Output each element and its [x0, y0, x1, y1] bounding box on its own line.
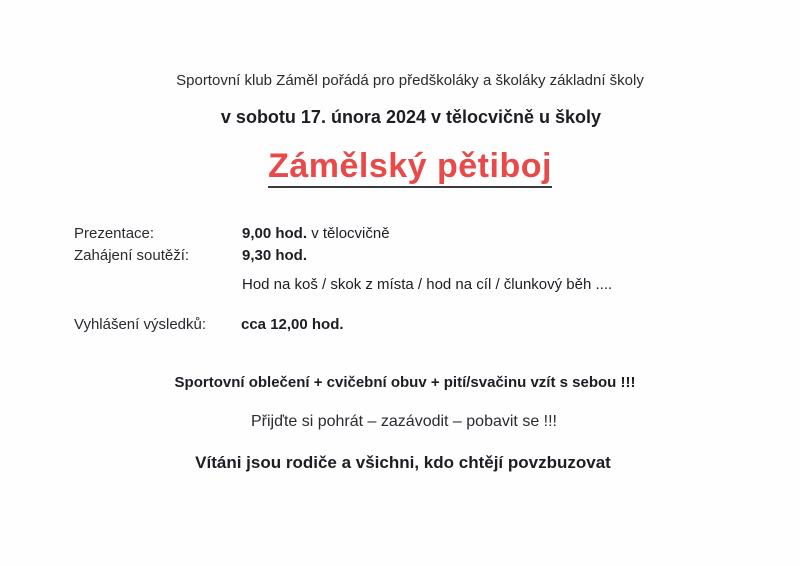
results-time: cca 12,00 hod.	[241, 316, 344, 333]
start-label: Zahájení soutěží:	[74, 247, 190, 264]
start-time-text: 9,30 hod.	[242, 247, 308, 264]
start-time	[242, 247, 307, 264]
event-date: v sobotu 17. února 2024 v tělocvičně u školy	[220, 107, 602, 127]
event-title-text: Zámělský pětiboj	[268, 147, 552, 188]
intro-text: Sportovní klub Záměl pořádá pro předškoláky a školáky základní školy	[176, 72, 644, 89]
event-title	[10, 147, 800, 186]
registration-label: Prezentace:	[74, 225, 155, 242]
registration-time: 9,00 hod.	[242, 225, 308, 242]
registration-place: v tělocvičně	[311, 225, 390, 242]
equipment-note: Sportovní oblečení + cvičební obuv + pití/svačinu vzít s sebou !!!	[174, 374, 636, 391]
results-label: Vyhlášení výsledků:	[74, 316, 207, 333]
registration-value	[242, 225, 390, 242]
events-list: Hod na koš / skok z místa / hod na cíl / člunkový běh ....	[242, 276, 613, 293]
welcome-note: Vítáni jsou rodiče a všichni, kdo chtějí povzbuzovat	[195, 453, 611, 472]
fun-note: Přijďte si pohrát – zazávodit – pobavit se !!!	[251, 413, 557, 430]
